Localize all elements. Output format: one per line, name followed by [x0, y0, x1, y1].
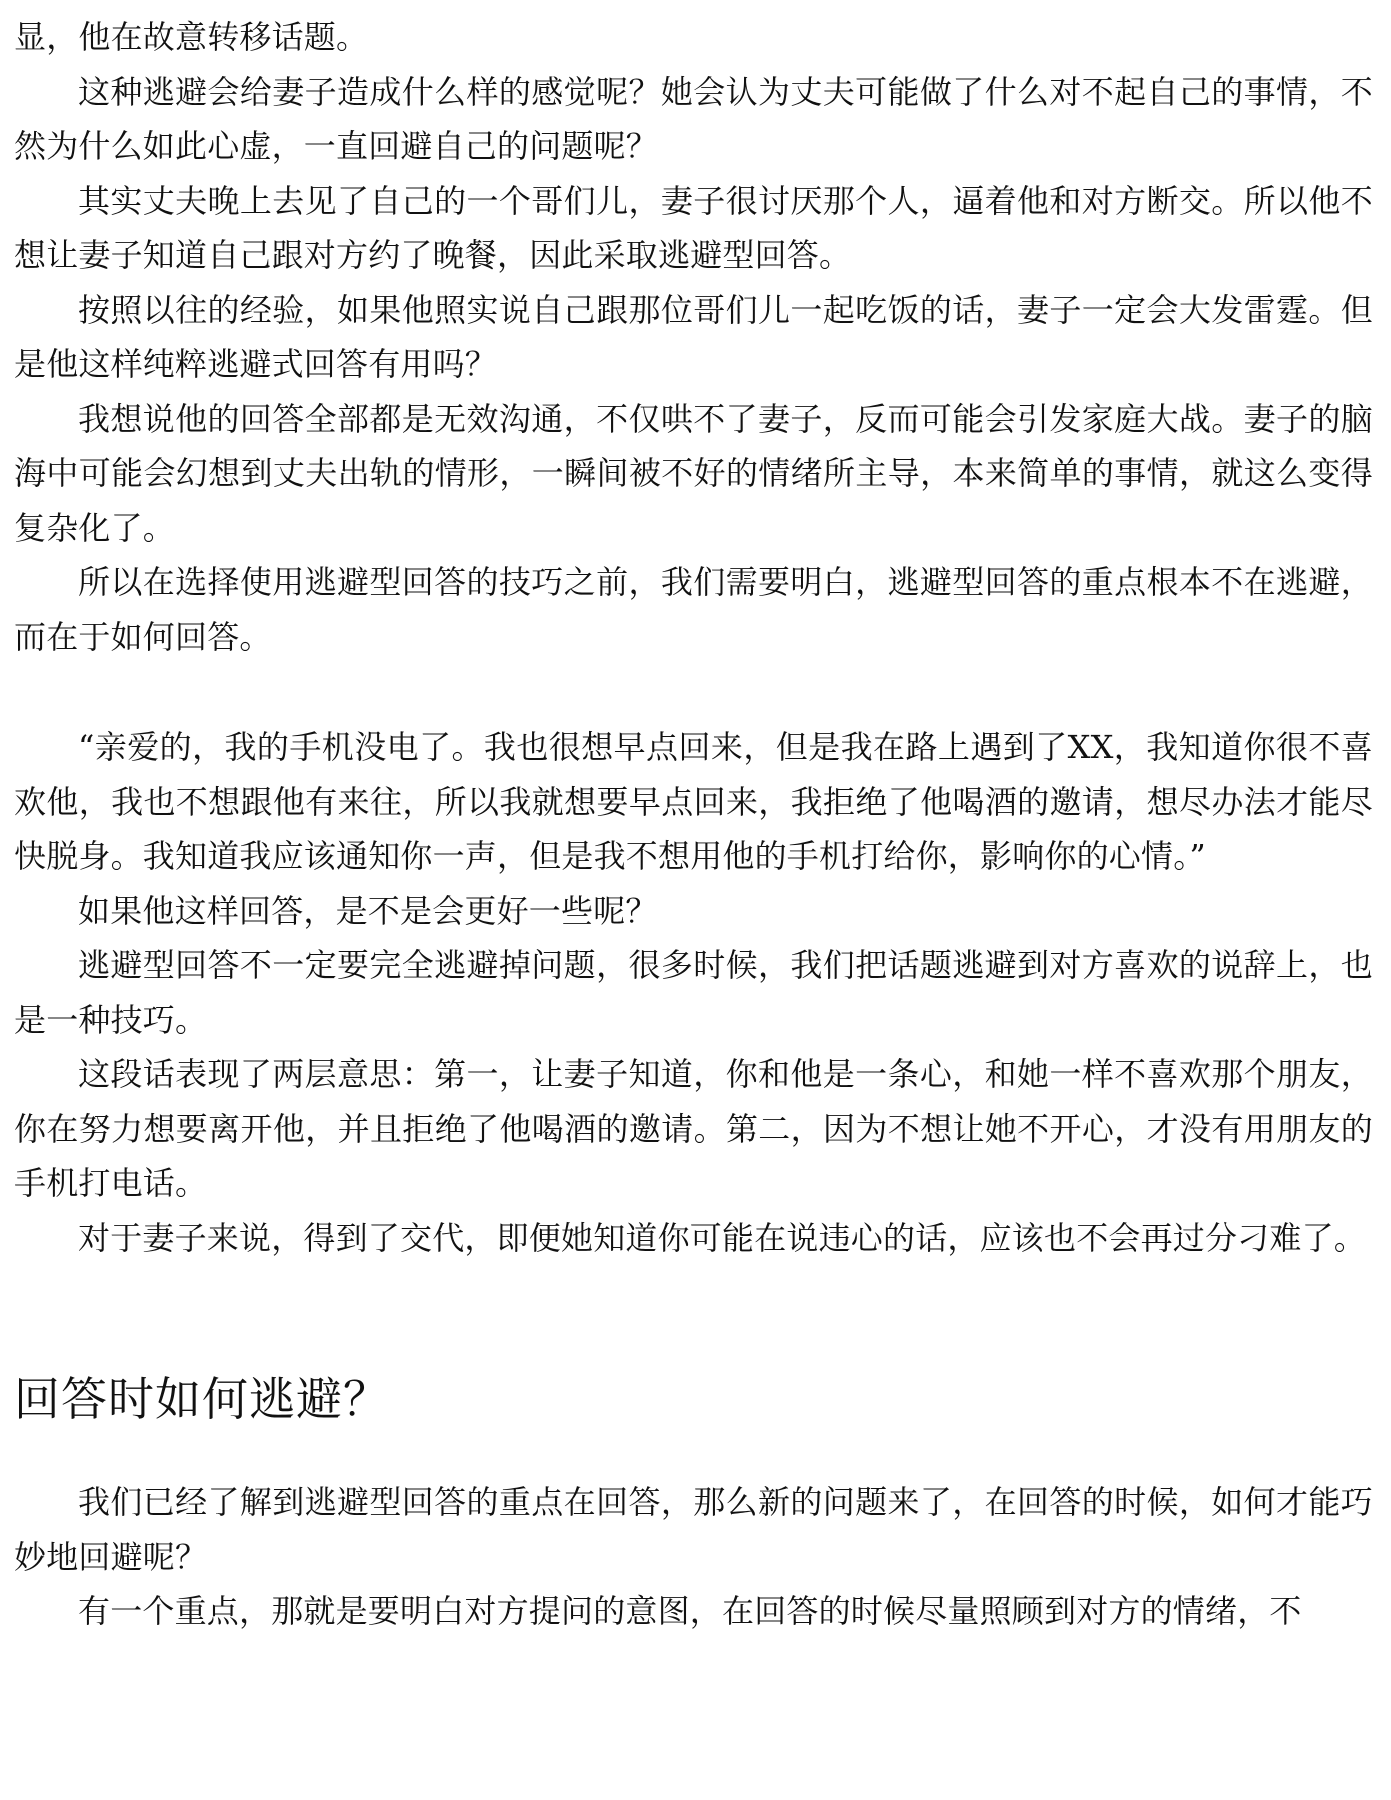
paragraph: 逃避型回答不一定要完全逃避掉问题，很多时候，我们把话题逃避到对方喜欢的说辞上，也是一种技巧。: [14, 946, 1373, 1039]
paragraph: 如果他这样回答，是不是会更好一些呢？: [78, 891, 658, 930]
paragraph: 所以在选择使用逃避型回答的技巧之前，我们需要明白，逃避型回答的重点根本不在逃避，而在于如何回答。: [14, 563, 1373, 656]
paragraph: 显，他在故意转移话题。: [14, 18, 369, 56]
paragraph: 我们已经了解到逃避型回答的重点在回答，那么新的问题来了，在回答的时候，如何才能巧妙地回避呢？: [14, 1483, 1373, 1576]
paragraph: 这段话表现了两层意思：第一，让妻子知道，你和他是一条心，和她一样不喜欢那个朋友，你在努力想要离开他，并且拒绝了他喝酒的邀请。第二，因为不想让她不开心，才没有用朋友的手机打电话。: [14, 1055, 1373, 1202]
quoted-paragraph: “亲爱的，我的手机没电了。我也很想早点回来，但是我在路上遇到了XX，我知道你很不喜欢他，我也不想跟他有来往，所以我就想要早点回来，我拒绝了他喝酒的邀请，想尽办法才能尽快脱身。我知道我应该通知你一声，但是我不想用他的手机打给你，影响你的心情。”: [14, 728, 1373, 875]
paragraph: 这种逃避会给妻子造成什么样的感觉呢？她会认为丈夫可能做了什么对不起自己的事情，不然为什么如此心虚，一直回避自己的问题呢？: [14, 72, 1373, 165]
section-heading: 回答时如何逃避？: [14, 1372, 390, 1426]
paragraph: 对于妻子来说，得到了交代，即便她知道你可能在说违心的话，应该也不会再过分刁难了。: [78, 1218, 1367, 1257]
paragraph: 有一个重点，那就是要明白对方提问的意图，在回答的时候尽量照顾到对方的情绪，不: [78, 1592, 1302, 1630]
paragraph: 按照以往的经验，如果他照实说自己跟那位哥们儿一起吃饭的话，妻子一定会大发雷霆。但是他这样纯粹逃避式回答有用吗？: [14, 290, 1373, 383]
paragraph: 我想说他的回答全部都是无效沟通，不仅哄不了妻子，反而可能会引发家庭大战。妻子的脑海中可能会幻想到丈夫出轨的情形，一瞬间被不好的情绪所主导，本来简单的事情，就这么变得复杂化了。: [14, 399, 1373, 547]
heading-spacer: [14, 1429, 1373, 1475]
paragraph-spacer: [14, 664, 1373, 720]
paragraph: 其实丈夫晚上去见了自己的一个哥们儿，妻子很讨厌那个人，逼着他和对方断交。所以他不想让妻子知道自己跟对方约了晚餐，因此采取逃避型回答。: [14, 181, 1373, 274]
section-spacer: [14, 1265, 1373, 1369]
